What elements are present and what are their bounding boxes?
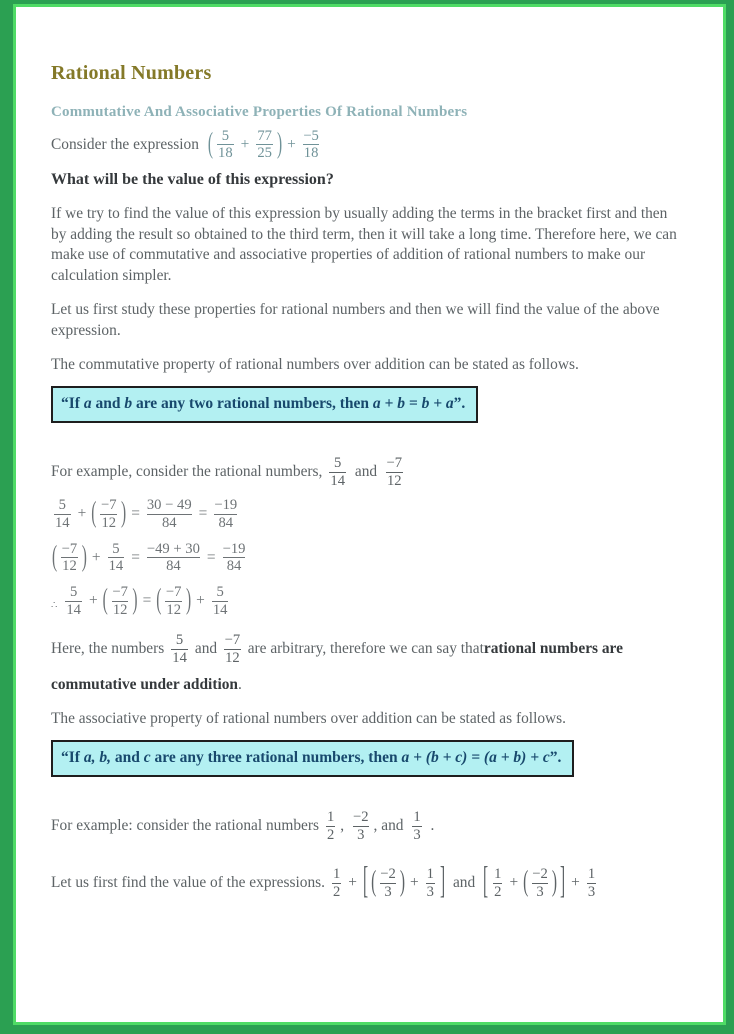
conclusion-bold-line (51, 675, 685, 695)
box-text: “If (61, 394, 84, 412)
variable-b: b (124, 394, 133, 412)
conclusion-bold-end: commutative under addition (51, 675, 238, 693)
conclusion-text: are arbitrary, therefore we can say that (247, 639, 484, 657)
equation-1: $\frac{5}{14}$ + ( $\frac{-7}{12}$ ) = $\frac{30 - 49}{84}$ = $\frac{-19}{84}$ (55, 496, 238, 531)
box-text: ”. (549, 748, 562, 766)
arbitrary-conclusion-line (51, 632, 685, 667)
equation-2: ( $\frac{-7}{12}$ ) + $\frac{5}{14}$ = $\frac{-49 + 30}{84}$ = $\frac{-19}{84}$ (52, 540, 246, 575)
box-text: are any three rational numbers, then (150, 748, 402, 766)
associative-property-box (51, 740, 574, 778)
page-content (16, 7, 723, 903)
equation-3: ∴ $\frac{5}{14}$ + ( $\frac{-7}{12}$ ) = ( $\frac{-7}{12}$ ) + $\frac{5}{14}$ (51, 584, 228, 619)
commutative-property-box (51, 386, 478, 424)
final-expressions: $\frac{1}{2}$ + [ ( $\frac{-2}{3}$ ) + $\frac{1}{3}$ ] and [ $\frac{1}{2}$ + ( $\frac{-2}{3}$ ) ] + $\frac{1}{3}$ (332, 859, 596, 903)
commutative-formula: a + b = b + a (372, 394, 454, 412)
example-commutative-line (51, 455, 685, 490)
variable-c: c (143, 748, 151, 766)
final-lead: Let us first find the value of the expressions. (51, 873, 325, 891)
box-text: ”. (453, 394, 466, 412)
example-fractions: $\frac{5}{14}$ and $\frac{-7}{12}$ (330, 455, 403, 490)
conclusion-fraction-1: $\frac{5}{14}$ (172, 631, 187, 666)
page-title: Rational Numbers (51, 62, 212, 84)
question-heading: What will be the value of this expression? (51, 171, 334, 189)
example-fractions: $\frac{1}{2}$ , $\frac{-2}{3}$ , and $\frac{1}{3}$ . (326, 809, 435, 843)
example-lead: For example, consider the rational numbers, (51, 463, 323, 481)
paragraph-commutative-intro: The commutative property of rational numbers over addition can be stated as follows. (51, 356, 579, 374)
conclusion-text: Here, the numbers (51, 639, 165, 657)
intro-expression: ( $\frac{5}{18}$ + $\frac{77}{25}$ ) + $\frac{-5}{18}$ (207, 127, 319, 162)
box-text: and (91, 394, 125, 412)
box-text: and (110, 748, 144, 766)
example-associative-line (51, 809, 685, 844)
box-text: “If (61, 748, 84, 766)
example-lead: For example: consider the rational numbers (51, 817, 319, 835)
worksheet-page (13, 4, 726, 1025)
conclusion-text: and (194, 639, 218, 657)
section-subtitle: Commutative And Associative Properties Of Rational Numbers (51, 103, 468, 120)
conclusion-bold-start: rational numbers are (483, 639, 623, 657)
variables-ab: a, b, (83, 748, 111, 766)
consider-label: Consider the expression (51, 135, 199, 153)
conclusion-period: . (237, 675, 242, 693)
associative-formula: a + (b + c) = (a + b) + c (401, 748, 550, 766)
paragraph-study-properties: Let us first study these properties for rational numbers and then we will find the value of the above expression. (51, 301, 660, 339)
paragraph-explanation: If we try to find the value of this expression by usually adding the terms in the bracket first and then by adding the result so obtained to the third term, then it will take a long time. Therefore here, we can make use of commutative and associative properties of addition of rational numbers to make our calculation simpler. (51, 205, 677, 284)
consider-expression-line (51, 128, 685, 163)
final-expressions-line (51, 859, 685, 903)
box-text: are any two rational numbers, then (132, 394, 373, 412)
conclusion-fraction-2: $\frac{-7}{12}$ (224, 631, 241, 666)
paragraph-associative-intro: The associative property of rational numbers over addition can be stated as follows. (51, 710, 567, 728)
variable-a: a (83, 394, 92, 412)
